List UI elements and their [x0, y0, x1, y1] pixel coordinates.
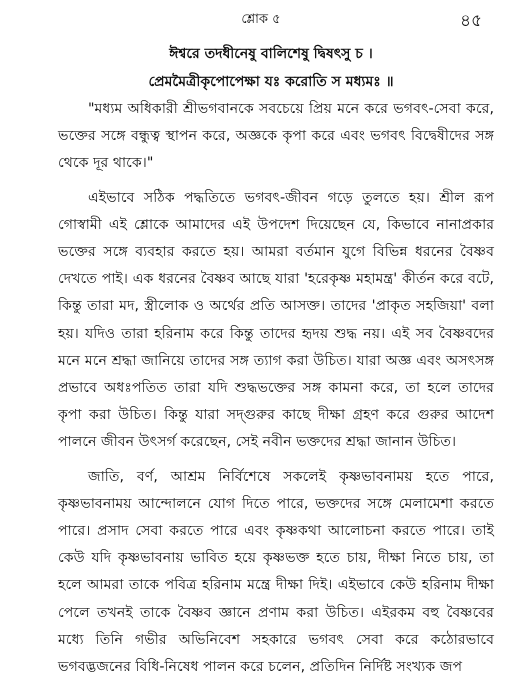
page-header [0, 10, 522, 32]
verse-line-1: ঈশ্বরে তদধীনেষু বালিশেষু দ্বিষৎসু চ । [169, 46, 373, 62]
body-text [58, 96, 494, 681]
page-number: ৪৫ [459, 11, 482, 31]
paragraph-translation: "মধ্যম অধিকারী শ্রীভগবানকে সবচেয়ে প্রিয় মনে করে ভগবৎ-সেবা করে, ভক্তের সঙ্গে বন্ধুত্ব স্থাপন করে, অজ্ঞকে কৃপা করে এবং ভগবৎ বিদ্বেষীদের সঙ্গ থেকে দূর থাকে।" [58, 101, 494, 172]
paragraph-purport-1: এইভাবে সঠিক পদ্ধতিতে ভগবৎ-জীবন গড়ে তুলতে হয়। শ্রীল রূপ গোস্বামী এই শ্লোকে আমাদের এই উপদেশ দিয়েছেন যে, কিভাবে নানাপ্রকার ভক্তের সঙ্গে ব্যবহার করতে হয়। আমরা বর্তমান যুগে বিভিন্ন ধরনের বৈষ্ণব দেখতে পাই। এক ধরনের বৈষ্ণব আছে যারা 'হরেকৃষ্ণ মহামন্ত্র' কীর্তন করে বটে, কিন্তু তারা মদ, স্ত্রীলোক ও অর্থের প্রতি আসক্ত। তাদের 'প্রাকৃত সহজিয়া' বলা হয়। যদিও তারা হরিনাম করে কিন্তু তাদের হৃদয় শুদ্ধ নয়। এই সব বৈষ্ণবদের মনে মনে শ্রদ্ধা জানিয়ে তাদের সঙ্গ ত্যাগ করা উচিত। যারা অজ্ঞ এবং অসৎসঙ্গ প্রভাবে অধঃপতিত তারা যদি শুদ্ধভক্তের সঙ্গ কামনা করে, তা হলে তাদের কৃপা করা উচিত। কিন্তু যারা সদ্গুরুর কাছে দীক্ষা গ্রহণ করে গুরুর আদেশ পালনে জীবন উৎসর্গ করেছেন, সেই নবীন ভক্তদের শ্রদ্ধা জানান উচিত। [58, 189, 494, 451]
paragraph-purport-2: জাতি, বর্ণ, আশ্রম নির্বিশেষে সকলেই কৃষ্ণভাবনাময় হতে পারে, কৃষ্ণভাবনাময় আন্দোলনে যোগ দিতে পারে, ভক্তদের সঙ্গে মেলামেশা করতে পারে। প্রসাদ সেবা করতে পারে এবং কৃষ্ণকথা আলোচনা করতে পারে। তাই কেউ যদি কৃষ্ণভাবনায় ভাবিত হয়ে কৃষ্ণভক্ত হতে চায়, দীক্ষা নিতে চায়, তা হলে আমরা তাকে পবিত্র হরিনাম মন্ত্রে দীক্ষা দিই। এইভাবে কেউ হরিনাম দীক্ষা পেলে তখনই তাকে বৈষ্ণব জ্ঞানে প্রণাম করা উচিত। এইরকম বহু বৈষ্ণবের মধ্যে তিনি গভীর অভিনিবেশ সহকারে ভগবৎ সেবা করে কঠোরভাবে ভগবদ্ভজনের বিধি-নিষেধ পালন করে চলেন, প্রতিদিন নির্দিষ্ট সংখ্যক জপ [58, 468, 494, 676]
running-header: শ্লোক ৫ [241, 12, 281, 27]
verse-line-2: প্রেমমৈত্রীকৃপোপেক্ষা যঃ করোতি স মধ্যমঃ ॥ [148, 74, 394, 90]
